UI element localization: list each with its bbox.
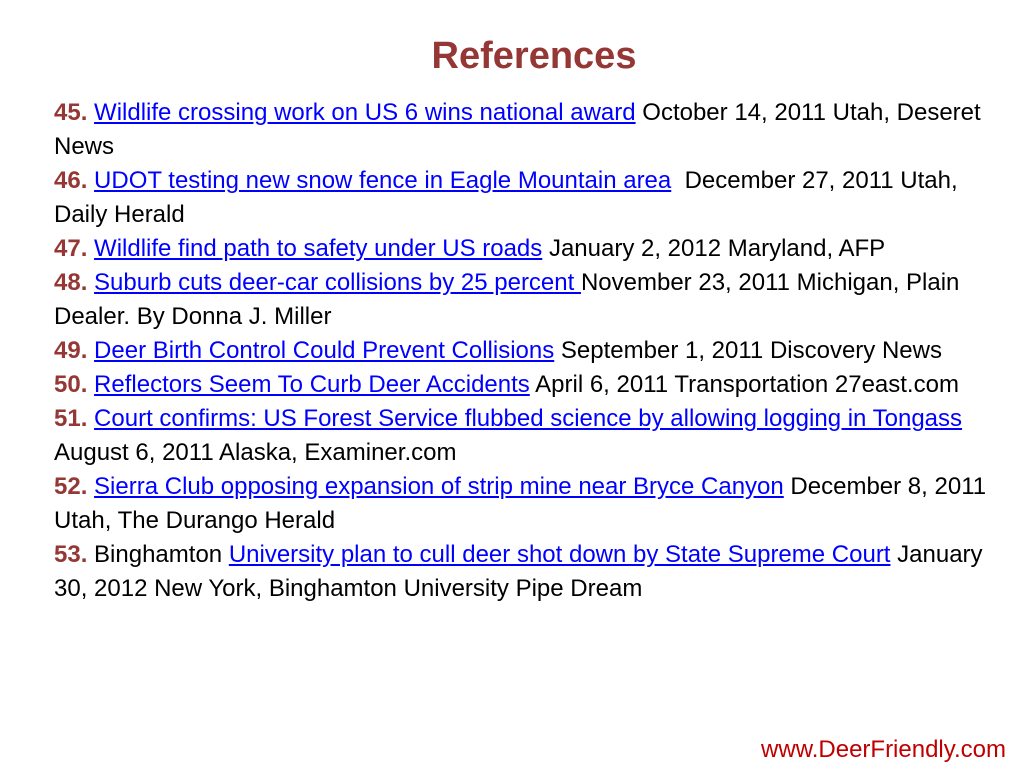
reference-item-50: [54, 368, 994, 402]
reference-details: August 6, 2011 Alaska, Examiner.com: [54, 405, 981, 466]
reference-link[interactable]: University plan to cull deer shot down by State Supreme Court: [228, 541, 891, 568]
reference-number: 50.: [54, 371, 88, 398]
reference-link[interactable]: UDOT testing new snow fence in Eagle Mountain area: [94, 167, 672, 194]
page-title: References: [431, 35, 637, 77]
reference-details: November 23, 2011 Michigan, Plain Dealer. By Donna J. Miller: [54, 269, 960, 330]
reference-details: December 27, 2011 Utah, Daily Herald: [54, 167, 965, 228]
reference-list: [54, 96, 994, 606]
reference-item-45: [54, 96, 994, 164]
reference-details: October 14, 2011 Utah, Deseret News: [54, 99, 981, 160]
reference-details: January 30, 2012 New York, Binghamton University Pipe Dream: [54, 541, 983, 602]
reference-item-51: [54, 402, 994, 470]
reference-number: 49.: [54, 337, 88, 364]
reference-item-47: [54, 232, 994, 266]
reference-item-49: [54, 334, 994, 368]
reference-number: 45.: [54, 99, 88, 126]
footer-website: www.DeerFriendly.com: [761, 736, 1006, 763]
reference-number: 51.: [54, 405, 88, 432]
reference-prefix: Binghamton: [94, 541, 229, 568]
reference-link[interactable]: Wildlife find path to safety under US roads: [94, 235, 543, 262]
reference-item-48: [54, 266, 994, 334]
reference-item-46: [54, 164, 994, 232]
reference-number: 52.: [54, 473, 88, 500]
reference-number: 46.: [54, 167, 88, 194]
reference-details: September 1, 2011 Discovery News: [554, 337, 942, 364]
reference-item-52: [54, 470, 994, 538]
reference-number: 47.: [54, 235, 88, 262]
reference-link[interactable]: Court confirms: US Forest Service flubbed science by allowing logging in Tongass: [94, 405, 963, 432]
reference-link[interactable]: Sierra Club opposing expansion of strip mine near Bryce Canyon: [94, 473, 784, 500]
reference-item-53: [54, 538, 994, 606]
reference-link[interactable]: Suburb cuts deer-car collisions by 25 percent: [94, 269, 581, 296]
reference-link[interactable]: Wildlife crossing work on US 6 wins national award: [94, 99, 636, 126]
reference-link[interactable]: Reflectors Seem To Curb Deer Accidents: [94, 371, 530, 398]
reference-number: 53.: [54, 541, 88, 568]
reference-link[interactable]: Deer Birth Control Could Prevent Collisions: [94, 337, 555, 364]
reference-number: 48.: [54, 269, 88, 296]
reference-details: December 8, 2011 Utah, The Durango Herald: [54, 473, 987, 534]
reference-details: January 2, 2012 Maryland, AFP: [542, 235, 886, 262]
reference-details: April 6, 2011 Transportation 27east.com: [529, 371, 959, 398]
